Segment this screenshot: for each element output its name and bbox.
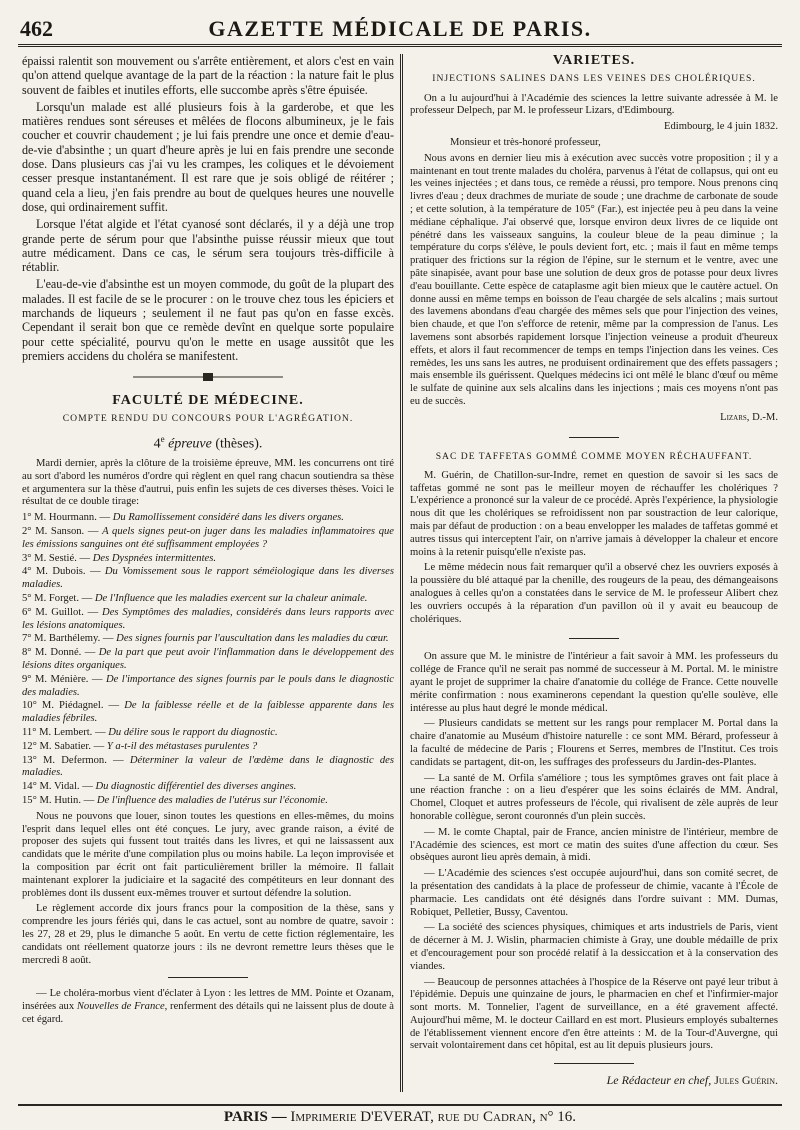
candidate-name: 5° M. Forget. — [22, 593, 80, 605]
thesis-subject: A quels signes peut-on juger dans les maladies inflammatoires que les émissions sanguines ont été suffisamment employées ? — [22, 526, 394, 550]
candidate-name: 10° M. Piédagnel. — [22, 700, 104, 712]
candidate-name: 11° M. Lembert. — [22, 727, 93, 739]
thesis-subject: De l'importance des signes fournis par le pouls dans le diagnostic des maladies. — [22, 673, 394, 698]
epreuve-label: épreuve — [168, 436, 212, 452]
thesis-subject: Du délire sous le rapport du diagnostic. — [108, 727, 278, 739]
thesis-item: 5° M. Forget. — De l'Influence que les maladies exercent sur la chaleur animale. — [22, 593, 368, 605]
journal-name: Nouvelles de France — [76, 1001, 165, 1013]
paragraph: Nous ne pouvons que louer, sinon toutes les questions en elles-mêmes, du moins l'esprit dans lequel elles ont été conçues. Le jury, avec grande raison, a évité de proposer des sujets qui fussent tout traités dans les livres, et qui ne laissassent aux candidats que le mérite d'une compilation plus ou moins habile. La leçon improvisée et la composition par écrit ont fait particulièrement briller la mémoire. Il fallait maintenant explorer la judiciaire et la sagacité des compétiteurs en leur donnant des problèmes dont ils dussent eux-mêmes trouver et surtout défendre la solution. — [22, 810, 394, 899]
candidate-name: 1° M. Hourmann. — [22, 512, 97, 524]
candidate-name: 13° M. Defermon. — [22, 754, 107, 766]
paragraph: — La santé de M. Orfila s'améliore ; tous les symptômes graves ont fait place à une réaction franche : on a lieu d'espérer que les soins éclairés de MM. Andral, Chomel, Cloquet et autres professeurs de l'école, qui rivalisent de zèle auprès de leur honorable collègue, seront couronnés d'un plein succès. — [410, 772, 778, 822]
injections-block — [410, 93, 778, 425]
page-title: GAZETTE MÉDICALE DE PARIS. — [208, 16, 592, 41]
thesis-subject: Des Symptômes des maladies, considérés dans leurs rapports avec les lésions anatomiques. — [22, 606, 394, 631]
footer-printer: Imprimerie D'EVERAT, — [290, 1109, 434, 1125]
paragraph: — M. le comte Chaptal, pair de France, ancien ministre de l'intérieur, membre de l'Académie des sciences, est mort ce matin des suites d'une affection du cœur. Ses obsèques auront lieu après demain, à midi. — [410, 826, 778, 864]
concours-block — [22, 458, 394, 967]
paragraph: — Beaucoup de personnes attachées à l'hospice de la Réserve ont payé leur tribut à l'épidémie. Depuis une quinzaine de jours, le pharmacien en chef et l'infirmier-major sont morts. M. Tonnelier, l'agent de surveillance, en a été gravement affecté. Aujourd'hui même, M. le docteur Caillard en est mort. Plusieurs employés subalternes de l'établissement viennent encore d'en être atteints : M. de la Tour-d'Auvergne, qui servait volontairement dans cet hôpital, est au lit depuis plusieurs jours. — [410, 976, 778, 1052]
thesis-subject: Des Dyspnées intermittentes. — [92, 552, 217, 564]
salutation: Monsieur et très-honoré professeur, — [450, 136, 601, 148]
paragraph: L'eau-de-vie d'absinthe est un moyen commode, du goût de la plupart des malades. Il est facile de se le procurer : on le trouve chez tous les épiciers et marchands de liqueurs ; seulement il ne faut pas qu'on en fasse excès. Cependant il serait bon que ce remède devînt en quelque sorte populaire pour cette spécialité, pourvu qu'on le mette en usage aussitôt que les premiers accidens du choléra se manifestent. — [22, 277, 394, 363]
thesis-item: 15° M. Hutin. — De l'influence des maladies de l'utérus sur l'économie. — [22, 795, 328, 806]
paragraph: Le règlement accorde dix jours francs pour la composition de la thèse, sans y comprendre les jours fériés qui, dans le cas actuel, sont au nombre de quatre, savoir : les 27, 28 et 29, plus le dimanche 5 août. En vertu de cette fiction réglementaire, les candidats ont réellement quatorze jours : ils ne devront remettre leurs thèses que le mercredi 8 août. — [22, 903, 394, 966]
section-subtitle-concours: COMPTE RENDU DU CONCOURS POUR L'AGRÉGATION. — [62, 412, 354, 424]
thesis-subject: Y a-t-il des métastases purulentes ? — [106, 740, 258, 752]
footer-address: rue du Cadran, n° 16. — [437, 1109, 577, 1125]
rule-divider — [554, 1063, 634, 1064]
paragraph-cholera-lyon — [22, 988, 394, 1026]
thesis-item: 6° M. Guillot. — Des Symptômes des maladies, considérés dans leurs rapports avec les lésions anatomiques. — [22, 606, 394, 631]
epreuve-sup: e — [160, 434, 165, 445]
editor-label: Le Rédacteur en chef, — [606, 1073, 712, 1088]
paragraph: Mardi dernier, après la clôture de la troisième épreuve, MM. les concurrens ont tiré au sort d'abord les numéros d'ordre qui règlent en quel rang chacun soutiendra sa thèse et argumentera sur la thèse d'autrui, puis enfin les sujets de ces diverses thèses. Voici le résultat de ce double tirage: — [22, 458, 394, 508]
candidate-name: 12° M. Sabatier. — [22, 740, 91, 752]
epreuve-number: 4 — [153, 436, 161, 452]
thesis-subject: De l'influence des maladies de l'utérus sur l'économie. — [96, 795, 328, 806]
paragraph: — La société des sciences physiques, chimiques et arts industriels de Paris, vient de décerner à M. J. Wislin, pharmacien chimiste à Gray, une double médaille de prix et d'encouragement pour son procédé relatif à la dessiccation et à la conservation des viandes. — [410, 922, 778, 972]
section-subtitle-injections: INJECTIONS SALINES DANS LES VEINES DES CHOLÉRIQUES. — [432, 73, 756, 85]
thesis-item: 7° M. Barthélemy. — Des signes fournis par l'auscultation dans les maladies du cœur. — [22, 633, 389, 645]
thesis-subject: Du Vomissement sous le rapport séméiologique dans les diverses maladies. — [22, 566, 394, 591]
rule-divider — [168, 977, 248, 978]
paragraph: M. Guérin, de Chatillon-sur-Indre, remet en question de savoir si les sacs de taffetas gommé ne sont pas le meilleur moyen de réchauffer les cholériques ? L'expérience a prononcé sur la valeur de ce procédé. Après l'expérience, la physiologie nous dit que les cholériques se refroidissent non par soustraction de leur calorique, mais par défaut de production : on a beau envelopper les malades de taffetas gommé et autres tissus qui interceptent l'air, on n'arrive jamais à développer la chaleur et encore moins à la retenir puisqu'elle n'existe pas. — [410, 469, 778, 558]
epreuve-heading — [22, 432, 394, 452]
text-run: — Le choléra-morbus vient d'éclater à Lyon : les lettres de MM. Pointe et Ozanam, insérées aux — [22, 988, 394, 1013]
paragraph: — L'Académie des sciences s'est occupée aujourd'hui, dans son comité secret, de la présentation des candidats à la place de professeur de chimie, vacante à l'École de pharmacie. Les candidats ont été désignés dans l'ordre suivant : MM. Dumas, Robiquet, Pelletier, Bussy, Caventou. — [410, 868, 778, 918]
text-run: , renferment des détails qui ne laissent plus de doute à cet égard. — [22, 1001, 394, 1025]
imprint-footer — [18, 1104, 782, 1129]
editor-name: Jules Guérin. — [714, 1073, 778, 1088]
candidate-name: 2° M. Sanson. — [22, 526, 85, 538]
candidate-name: 15° M. Hutin. — [22, 795, 81, 806]
thesis-subject: Des signes fournis par l'auscultation dans les maladies du cœur. — [116, 633, 389, 645]
page-number: 462 — [20, 16, 53, 41]
masthead — [18, 10, 782, 47]
thesis-item: 3° M. Sestié. — Des Dyspnées intermittentes. — [22, 552, 217, 564]
thesis-subject: Déterminer la valeur de l'œdème dans le diagnostic des maladies. — [22, 754, 394, 779]
paragraph: — Plusieurs candidats se mettent sur les rangs pour remplacer M. Portal dans la chaire d'anatomie au Muséum d'histoire naturelle : ce sont MM. Bérard, professeur à la faculté de médecine de Paris ; Flourens et Serres, membres de l'Institut. Ces trois candidats se partagent, dit-on, les suffrages des professeurs du Jardin-des-Plantes. — [410, 718, 778, 768]
section-title-varietes: VARIÉTÉS. — [552, 54, 636, 68]
thesis-item: 12° M. Sabatier. — Y a-t-il des métastases purulentes ? — [22, 740, 258, 752]
candidate-name: 6° M. Guillot. — [22, 606, 84, 618]
rule-divider — [569, 437, 619, 438]
column-divider — [400, 54, 403, 1092]
candidate-name: 4° M. Dubois. — [22, 566, 86, 578]
candidate-name: 3° M. Sestié. — [22, 552, 77, 564]
paragraph: On a lu aujourd'hui à l'Académie des sciences la lettre suivante adressée à M. le professeur Delpech, par M. le professeur Lizars, d'Edimbourg. — [410, 92, 778, 117]
thesis-subject: De la faiblesse réelle et de la faiblesse apparente dans les maladies fébriles. — [22, 700, 394, 725]
ornament-icon — [133, 372, 283, 382]
section-subtitle-taffetas: SAC DE TAFFETAS GOMMÉ COMME MOYEN RÉCHAUFFANT. — [435, 450, 753, 462]
dateline: Edimbourg, le 4 juin 1832. — [664, 121, 778, 133]
paragraph: Lorsque l'état algide et l'état cyanosé sont déclarés, il y a déjà une trop grande perte de sérum pour que l'absinthe puisse réussir mieux que tout autre médicament. Dans ce cas, le sérum sera toujours très-difficile à rétablir. — [22, 217, 394, 275]
candidate-name: 7° M. Barthélemy. — [22, 633, 101, 645]
candidate-name: 9° M. Ménière. — [22, 673, 89, 685]
paragraph: Nous avons en dernier lieu mis à exécution avec succès votre proposition ; il y a maintenant en tout trente malades du choléra, parvenus à l'état de collapsus, qui ont eu les veines injectées ; et dans tous, ce remède a réussi, pro tempore. Nous prenons cinq livres d'eau ; deux drachmes de muriate de soude ; une drachme de carbonate de soude ; et cette solution, à la température de 105° (Far.), est injectée peu à peu dans la veine médiane céphalique. J'ai observé que, lorsque environ deux livres de ce liquide ont pénétré dans les vaisseaux sanguins, la couleur bleue de la peau diminue ; la température du corps s'élève, le pouls devient fort, etc. ; mais il faut en même temps pratiquer des frictions sur la région de l'épine, sur le sternum et le ventre, avec une pâte sinapisée, avant pour base une solution de deux gros de potasse pour deux livres d'eau bouillante. Cette espèce de cataplasme agit bien mieux que le cautère actuel. On donne aussi en même temps en boisson de l'eau chargée de sels alcalins ; mais surtout des lavemens abondans d'eau chargée des mêmes sels que pour l'injection des veines, bien chaude, et que l'on s'efforce de retenir, même par la compression de l'anus. Les lavemens sont absorbés rapidement lorsque l'injection veineuse a produit d'heureux effets, et alors il faut recommencer de temps en temps l'injection dans les veines. Ces remèdes, les uns sans les autres, ne produisent ordinairement que des effets passagers ; mais ensemble ils guérissent. Quelques médecins ici ont mêlé le blanc d'œuf ou même le sulfate de quinine aux sels alcalins dans les injections ; mais ces moyens n'ont pas eu de succès. — [410, 152, 778, 407]
section-title-faculte: FACULTÉ DE MÉDECINE. — [112, 392, 304, 408]
paragraph: On assure que M. le ministre de l'intérieur a fait savoir à MM. les professeurs du collége de France qu'il ne serait pas nommé de successeur à M. Portal. M. le ministre ayant le projet de supprimer la chaire d'anatomie du collége de France. Cette nouvelle mérite confirmation : nous examinerons cependant la question qu'elle soulève, elle intéresse au plus haut degré le monde médical. — [410, 651, 778, 714]
thesis-subject: Du Ramollissement considéré dans les divers organes. — [112, 512, 344, 524]
thesis-subject: Du diagnostic différentiel des diverses angines. — [95, 781, 297, 793]
thesis-subject: De la part que peut avoir l'inflammation dans le développement des lésions dites organiques. — [22, 647, 394, 672]
ornament-divider — [22, 371, 394, 385]
thesis-item: 8° M. Donné. — De la part que peut avoir l'inflammation dans le développement des lésions dites organiques. — [22, 647, 394, 672]
paragraph: Lorsqu'un malade est allé plusieurs fois à la garderobe, et que les matières rendues sont séreuses et mêlées de flocons albumineux, je le fais coucher et couvrir chaudement ; je lui fais prendre une once et demie d'eau-de-vie d'absinthe ; un quart d'heure après je lui en fais prendre une seconde dose. Dans plusieurs cas j'ai vu les crampes, les coliques et le dévoiement cesser presque instantanément. Il est rare que je sois obligé de réitérer ; quand cela a lieu, j'en fais prendre au bout de quelques heures une nouvelle dose, qui ordinairement suffit. — [22, 99, 394, 214]
thesis-item: 11° M. Lembert. — Du délire sous le rapport du diagnostic. — [22, 727, 278, 739]
rule-divider — [569, 638, 619, 639]
thesis-item: 1° M. Hourmann. — Du Ramollissement considéré dans les divers organes. — [22, 512, 344, 524]
candidate-name: 14° M. Vidal. — [22, 781, 80, 793]
signature: Lizars, D.-M. — [720, 411, 778, 423]
left-column — [22, 54, 394, 1096]
theses-list — [22, 512, 394, 808]
right-column — [410, 54, 778, 1096]
thesis-item: 2° M. Sanson. — A quels signes peut-on juger dans les maladies inflammatoires que les émissions sanguines ont été suffisamment employées ? — [22, 526, 394, 550]
thesis-item: 14° M. Vidal. — Du diagnostic différentiel des diverses angines. — [22, 781, 297, 793]
thesis-item: 10° M. Piédagnel. — De la faiblesse réelle et de la faiblesse apparente dans les maladies fébriles. — [22, 700, 394, 725]
paragraph: Le même médecin nous fait remarquer qu'il a observé chez les ouvriers exposés à la poussière du blé attaqué par la chenille, des rougeurs de la peau, des démangeaisons analogues à celles qu'on a constatées dans le service de M. le professeur Alibert chez les ouvriers occupés à la réparation d'un pavillon où il y avait eu beaucoup de cholériques. — [410, 562, 778, 625]
candidate-name: 8° M. Donné. — [22, 647, 82, 659]
footer-city: PARIS — — [223, 1109, 287, 1125]
thesis-item: 9° M. Ménière. — De l'importance des signes fournis par le pouls dans le diagnostic des maladies. — [22, 673, 394, 698]
epreuve-suffix: (thèses). — [215, 436, 263, 452]
news-block — [410, 470, 778, 1087]
thesis-item: 4° M. Dubois. — Du Vomissement sous le rapport séméiologique dans les diverses maladies. — [22, 566, 394, 591]
editor-signature — [410, 1074, 778, 1087]
thesis-item: 13° M. Defermon. — Déterminer la valeur de l'œdème dans le diagnostic des maladies. — [22, 754, 394, 779]
newspaper-page — [18, 10, 782, 1125]
thesis-subject: De l'Influence que les maladies exercent sur la chaleur animale. — [94, 593, 368, 605]
paragraph: épaissi ralentit son mouvement ou s'arrête entièrement, et alors c'est en vain qu'on attend quelque avantage de la part de la réaction : la nature fait le plus souvent de faibles et inutiles efforts, elle succombe après s'être épuisée. — [22, 54, 394, 97]
